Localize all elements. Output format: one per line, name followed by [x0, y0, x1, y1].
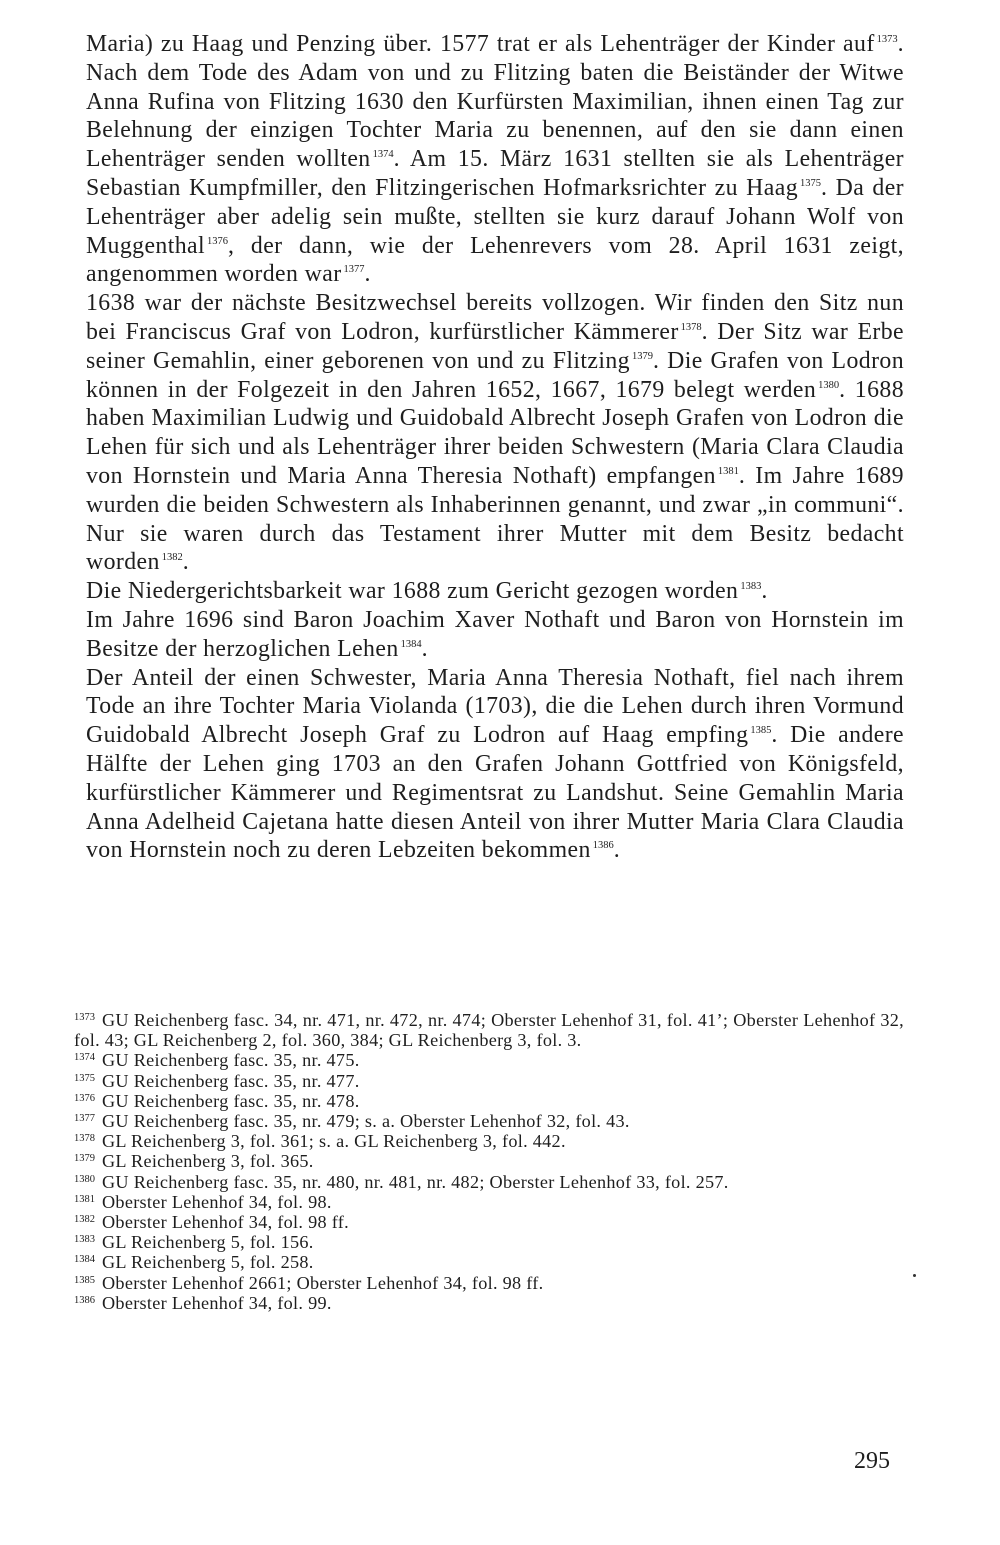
footnote-item [74, 1010, 904, 1050]
footnote-item [74, 1050, 904, 1070]
footnote-number: 1382 [74, 1214, 95, 1226]
footnote-item [74, 1232, 904, 1252]
text-segment: . Die andere Hälfte der Lehen ging 1703 an den Grafen Johann Gottfried von Königsfeld, kurfürstlicher Kämmerer und Regimentsrat zu Landshut. Seine Gemahlin Maria Anna Adelheid Cajetana hatte diesen Anteil von ihrer Mutter Maria Clara Claudia von Hornstein noch zu deren Lebzeiten bekommen [86, 722, 904, 864]
body-paragraph [86, 664, 904, 866]
body-paragraph [86, 30, 904, 289]
footnote-item [74, 1212, 904, 1232]
footnote-reference[interactable]: 1374 [372, 149, 394, 161]
footnote-reference[interactable]: 1385 [750, 725, 772, 737]
footnote-number: 1379 [74, 1153, 95, 1165]
footnote-text: GU Reichenberg fasc. 35, nr. 475. [102, 1050, 360, 1071]
text-segment: 1638 war der nächste Besitzwechsel bereits vollzogen. Wir finden den Sitz nun bei Franciscus Graf von Lodron, kurfürstlicher Kämmerer [86, 290, 904, 345]
footnote-reference[interactable]: 1383 [740, 581, 762, 593]
footnote-reference[interactable]: 1376 [207, 235, 228, 247]
footnote-text: GU Reichenberg fasc. 34, nr. 471, nr. 472, nr. 474; Oberster Lehenhof 31, fol. 41’; Oberster Lehenhof 32, fol. 43; GL Reichenberg 2, fol. 360, 384; GL Reichenberg 3, fol. 3. [74, 1010, 904, 1051]
stray-ink-dot [913, 1274, 916, 1277]
text-segment: . [761, 578, 768, 605]
footnote-text: GL Reichenberg 5, fol. 156. [102, 1232, 314, 1253]
footnote-number: 1376 [74, 1092, 95, 1104]
footnote-reference[interactable]: 1386 [592, 840, 614, 852]
footnotes-section [74, 1010, 904, 1313]
text-segment: . 1688 haben Maximilian Ludwig und Guidobald Albrecht Joseph Grafen von Lodron die Lehen für sich und als Lehenträger ihrer beiden Schwestern (Maria Clara Claudia von Hornstein und Maria Anna Theresia Nothaft) empfangen [86, 376, 904, 489]
body-paragraph [86, 577, 904, 606]
footnote-number: 1384 [74, 1254, 95, 1266]
footnote-reference[interactable]: 1384 [400, 638, 422, 650]
footnote-reference[interactable]: 1381 [717, 465, 739, 477]
footnote-number: 1377 [74, 1113, 95, 1125]
text-segment: . Die Grafen von Lodron können in der Folgezeit in den Jahren 1652, 1667, 1679 belegt werden [86, 347, 904, 403]
footnote-text: GL Reichenberg 3, fol. 365. [102, 1151, 314, 1172]
body-paragraph [86, 606, 904, 664]
footnote-item [74, 1151, 904, 1171]
text-segment: , der dann, wie der Lehenrevers vom 28. April 1631 zeigt, angenommen worden war [86, 232, 904, 288]
footnote-text: Oberster Lehenhof 34, fol. 99. [102, 1292, 332, 1313]
text-segment: Im Jahre 1696 sind Baron Joachim Xaver Nothaft und Baron von Hornstein im Besitze der herzoglichen Lehen [86, 606, 904, 662]
footnote-item [74, 1293, 904, 1313]
footnote-text: GU Reichenberg fasc. 35, nr. 478. [102, 1090, 360, 1111]
footnote-number: 1374 [74, 1052, 95, 1064]
footnote-text: GU Reichenberg fasc. 35, nr. 479; s. a. Oberster Lehenhof 32, fol. 43. [102, 1111, 630, 1132]
footnote-reference[interactable]: 1382 [161, 552, 183, 564]
page-number: 295 [854, 1448, 890, 1474]
text-segment: . [364, 261, 371, 288]
footnote-item [74, 1071, 904, 1091]
footnote-reference[interactable]: 1377 [343, 264, 365, 276]
footnote-text: GL Reichenberg 5, fol. 258. [102, 1252, 314, 1273]
footnote-text: Oberster Lehenhof 34, fol. 98. [102, 1191, 332, 1212]
footnote-item [74, 1091, 904, 1111]
text-segment: Der Anteil der einen Schwester, Maria Anna Theresia Nothaft, fiel nach ihrem Tode an ihre Tochter Maria Violanda (1703), die die Lehen durch ihren Vormund Guidobald Albrecht Joseph Graf zu Lodron auf Haag empfing [86, 664, 904, 749]
footnote-text: GL Reichenberg 3, fol. 361; s. a. GL Reichenberg 3, fol. 442. [102, 1131, 566, 1152]
footnote-number: 1385 [74, 1274, 95, 1286]
text-segment: . Im Jahre 1689 wurden die beiden Schwestern als Inhaberinnen genannt, und zwar „in communi“. Nur sie waren durch das Testament ihrer Mutter mit dem Besitz bedacht worden [86, 462, 904, 576]
body-paragraph [86, 289, 904, 577]
footnote-reference[interactable]: 1379 [631, 350, 653, 362]
footnote-number: 1383 [74, 1234, 95, 1246]
text-segment: Maria) zu Haag und Penzing über. 1577 trat er als Lehenträger der Kinder auf [86, 31, 875, 57]
text-segment: Die Niedergerichtsbarkeit war 1688 zum Gericht gezogen worden [86, 578, 739, 605]
text-segment: . Am 15. März 1631 stellten sie als Lehenträger Sebastian Kumpfmiller, den Flitzingerischen Hofmarksrichter zu Haag [86, 146, 904, 201]
footnote-number: 1378 [74, 1133, 95, 1145]
footnote-text: GU Reichenberg fasc. 35, nr. 480, nr. 481, nr. 482; Oberster Lehenhof 33, fol. 257. [102, 1171, 729, 1192]
footnote-item [74, 1172, 904, 1192]
footnote-item [74, 1252, 904, 1272]
text-segment: . [613, 837, 621, 864]
footnote-number: 1381 [74, 1193, 95, 1205]
footnote-number: 1386 [74, 1294, 95, 1306]
footnote-number: 1373 [74, 1012, 95, 1023]
footnote-item [74, 1131, 904, 1151]
footnote-reference[interactable]: 1375 [800, 177, 821, 189]
footnote-reference[interactable]: 1378 [680, 321, 702, 333]
footnote-number: 1375 [74, 1072, 95, 1084]
footnote-number: 1380 [74, 1173, 95, 1185]
text-segment: . Der Sitz war Erbe seiner Gemahlin, einer geborenen von und zu Flitzing [86, 318, 904, 374]
footnote-text: Oberster Lehenhof 34, fol. 98 ff. [102, 1212, 349, 1233]
main-text-body [86, 30, 904, 865]
footnote-item [74, 1192, 904, 1212]
text-segment: . Nach dem Tode des Adam von und zu Flitzing baten die Beiständer der Witwe Anna Rufina von Flitzing 1630 den Kurfürsten Maximilian, ihnen einen Tag zur Belehnung der einzigen Tochter Maria zu benennen, auf den sie dann einen Lehenträger senden wollten [86, 31, 904, 173]
footnote-text: GU Reichenberg fasc. 35, nr. 477. [102, 1070, 360, 1091]
text-segment: . [182, 549, 190, 576]
footnote-item [74, 1273, 904, 1293]
footnote-item [74, 1111, 904, 1131]
footnote-text: Oberster Lehenhof 2661; Oberster Lehenhof 34, fol. 98 ff. [102, 1272, 544, 1293]
text-segment: . [421, 635, 428, 662]
footnote-reference[interactable]: 1380 [818, 379, 840, 391]
text-segment: . Da der Lehenträger aber adelig sein mußte, stellten sie kurz darauf Johann Wolf von Muggenthal [86, 174, 904, 259]
footnote-reference[interactable]: 1373 [876, 34, 898, 45]
